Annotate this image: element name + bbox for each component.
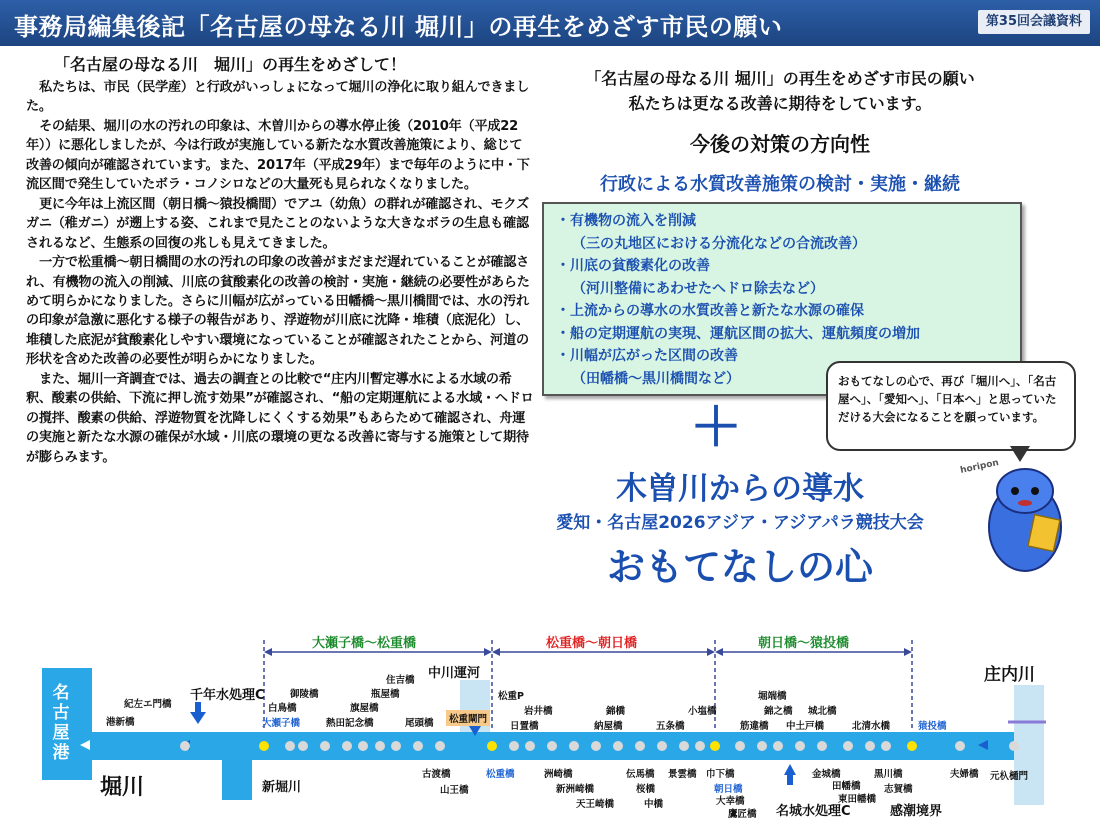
bridge-label: 五条橋 bbox=[656, 721, 685, 732]
bridge-label: 東田幡橋 bbox=[838, 794, 877, 805]
kiso-water-heading: 木曽川からの導水 bbox=[616, 471, 864, 507]
measure-item: ・船の定期運航の実現、運航区間の拡大、運航頻度の増加 bbox=[556, 325, 920, 342]
bridge-label: 黒川橋 bbox=[874, 769, 903, 780]
direction-heading: 今後の対策の方向性 bbox=[690, 132, 870, 156]
section-label: 松重橋～朝日橋 bbox=[546, 636, 638, 651]
nagoya-port-label: 名古屋港 bbox=[52, 683, 70, 763]
bridge-label: 古渡橋 bbox=[422, 769, 451, 780]
bridge-label: 鷹匠橋 bbox=[728, 809, 757, 820]
bridge-label: 北清水橋 bbox=[852, 721, 891, 732]
bridge-label: 城北橋 bbox=[808, 706, 837, 717]
plus-sign: ＋ bbox=[690, 398, 743, 458]
bridge-label: 納屋橋 bbox=[594, 721, 623, 732]
bridge-label: 新洲崎橋 bbox=[556, 784, 595, 795]
bridge-label: 松重橋 bbox=[486, 769, 515, 780]
bridge-label: 日置橋 bbox=[510, 721, 539, 732]
bridge-label: 志賀橋 bbox=[884, 784, 913, 795]
section-label: 大瀬子橋～松重橋 bbox=[312, 636, 417, 651]
bridge-label: 猿投橋 bbox=[918, 721, 947, 732]
bridge-label: 伝馬橋 bbox=[626, 769, 655, 780]
bridge-label: 巾下橋 bbox=[706, 769, 735, 780]
right-subheading: 私たちは更なる改善に期待をしています。 bbox=[628, 94, 932, 113]
bridge-label: 御陵橋 bbox=[290, 689, 319, 700]
bridge-label: 小塩橋 bbox=[688, 706, 717, 717]
omotenashi-heading: おもてなしの心 bbox=[606, 545, 873, 589]
section-label: 朝日橋～猿投橋 bbox=[758, 636, 850, 651]
paragraph: その結果、堀川の水の汚れの印象は、木曽川からの導水停止後（2010年（平成22年））に悪化しましたが、今は行政が実施している新たな水質改善施策により、総じて改善の傾向が確認されています。また、2017年（平成29年）まで毎年のように中・下流区間で発生していたボラ・コノシロなどの大量死も見られなくなりました。 bbox=[26, 118, 530, 193]
bridge-label: 熱田記念橋 bbox=[326, 718, 374, 729]
bridge-label: 大幸橋 bbox=[716, 796, 745, 807]
asian-games-heading: 愛知・名古屋2026アジア・アジアパラ競技大会 bbox=[556, 513, 924, 533]
paragraph: 一方で松重橋～朝日橋間の水の汚れの印象の改善がまだまだ遅れていることが確認され、有機物の流入の削減、川底の貧酸素化の改善の検討・実施・継続の必要性があらためて明らかになりました。さらに川幅が広がっている田幡橋～黒川橋間では、水の汚れの印象が急激に悪化する様子の報告があり、浮遊物が川底に沈降・堆積（底泥化）し、堆積した底泥が貧酸素化しやすい環境になっていることが確認されたことから、河道の形状を含めた改善の必要性が明らかになりました。 bbox=[26, 255, 530, 368]
shinhorikawa-label: 新堀川 bbox=[262, 780, 302, 795]
bridge-label: 港新橋 bbox=[106, 717, 135, 728]
measure-item: （田幡橋～黒川橋間など） bbox=[572, 370, 740, 387]
bridge-label: 筋違橋 bbox=[740, 721, 769, 732]
measure-item: ・上流からの導水の水質改善と新たな水源の確保 bbox=[556, 303, 864, 319]
bridge-label: 紀左エ門橋 bbox=[124, 699, 172, 710]
bridge-label: 錦之橋 bbox=[764, 706, 793, 717]
bridge-label: 瓶屋橋 bbox=[371, 689, 400, 700]
right-heading: 「名古屋の母なる川 堀川」の再生をめざす市民の願い bbox=[585, 69, 975, 88]
bridge-label: 大瀬子橋 bbox=[262, 718, 301, 729]
matsushige-gate-label: 松重閘門 bbox=[446, 710, 490, 726]
bridge-label: 旗屋橋 bbox=[350, 703, 379, 714]
measure-item: ・有機物の流入を削減 bbox=[556, 213, 696, 229]
bridge-label: 夫婦橋 bbox=[950, 769, 979, 780]
page-title: 事務局編集後記「名古屋の母なる川 堀川」の再生をめざす市民の願い bbox=[14, 13, 783, 41]
bridge-label: 中土戸橋 bbox=[786, 721, 825, 732]
bridge-label: 元杁樋門 bbox=[990, 771, 1029, 782]
bridge-label: 錦橋 bbox=[606, 706, 626, 717]
bridge-label: 朝日橋 bbox=[714, 784, 743, 795]
bridge-label: 住吉橋 bbox=[386, 675, 415, 686]
bridge-label: 桜橋 bbox=[636, 784, 656, 795]
bridge-label: 中橋 bbox=[644, 799, 664, 810]
bridge-label: 洲崎橋 bbox=[544, 769, 573, 780]
kanchou-label: 感潮境界 bbox=[890, 804, 943, 819]
bridge-label: 田幡橋 bbox=[832, 781, 861, 792]
paragraph: 私たちは、市民（民学産）と行政がいっしょになって堀川の浄化に取り組んできました。 bbox=[26, 80, 530, 115]
nakagawa-label: 中川運河 bbox=[428, 666, 481, 681]
meijo-label: 名城水処理C bbox=[776, 804, 851, 819]
mascot-label: horipon bbox=[959, 458, 1000, 476]
measure-item: ・川幅が広がった区間の改善 bbox=[556, 348, 738, 364]
policy-heading: 行政による水質改善施策の検討・実施・継続 bbox=[600, 174, 960, 195]
bridge-label: 金城橋 bbox=[812, 769, 841, 780]
bridge-label: 松重P bbox=[498, 691, 524, 702]
left-title: 「名古屋の母なる川 堀川」の再生をめざして！ bbox=[54, 55, 407, 74]
horikawa-label: 堀川 bbox=[100, 775, 145, 800]
measure-item: ・川底の貧酸素化の改善 bbox=[556, 258, 710, 274]
paragraph: また、堀川一斉調査では、過去の調査との比較で“庄内川暫定導水による水域の希釈、酸素の供給、下流に押し流す効果”が確認され、“船の定期運航による水域・ヘドロの撹拌、酸素の供給、浮遊物質を沈降しにくくする効果”もあらためて確認され、舟運の実施と新たな水源の確保が水域・川底の環境の更なる改善に寄与する施策として期待が膨らみます。 bbox=[26, 371, 534, 465]
measure-item: （河川整備にあわせたヘドロ除去など） bbox=[572, 280, 824, 297]
measure-item: （三の丸地区における分流化などの合流改善） bbox=[572, 235, 866, 252]
paragraph: 更に今年は上流区間（朝日橋～猿投橋間）でアユ（幼魚）の群れが確認され、モクズガニ（稚ガニ）が遡上する姿、これまで見たことのないような大きなボラの生息も確認されるなど、生態系の回復の兆しも見えてきました。 bbox=[26, 196, 530, 251]
speech-bubble: おもてなしの心で、再び「堀川へ」、「名古屋へ」、「愛知へ」、「日本へ」と思っていただける大会になることを願っています。 bbox=[826, 361, 1076, 451]
bridge-label: 景雲橋 bbox=[668, 769, 697, 780]
senjin-label: 千年水処理C bbox=[190, 688, 265, 703]
bridge-label: 天王崎橋 bbox=[576, 799, 615, 810]
shinhorikawa-branch bbox=[222, 760, 252, 800]
bridge-label: 尾頭橋 bbox=[405, 718, 434, 729]
bridge-label: 堀端橋 bbox=[758, 691, 787, 702]
bridge-label: 岩井橋 bbox=[524, 706, 553, 717]
meeting-badge: 第35回会議資料 bbox=[978, 10, 1090, 34]
shonai-label: 庄内川 bbox=[984, 665, 1035, 685]
bridge-label: 山王橋 bbox=[440, 785, 469, 796]
bridge-label: 白鳥橋 bbox=[268, 703, 297, 714]
